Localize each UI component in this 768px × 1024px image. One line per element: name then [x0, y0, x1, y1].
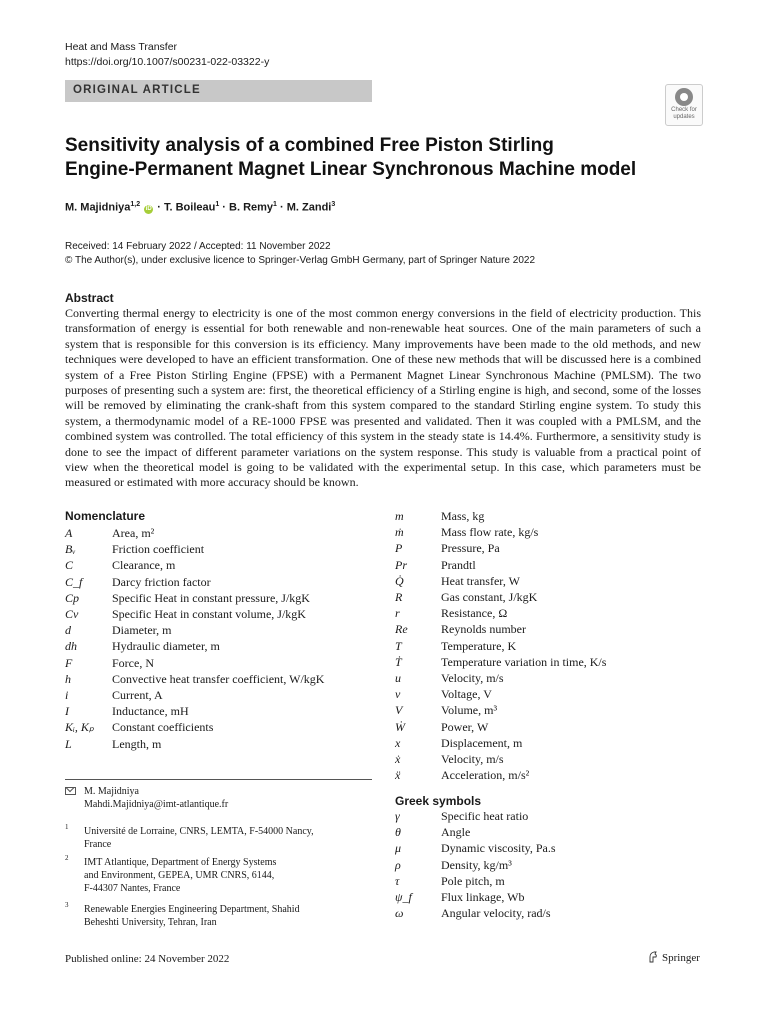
nomenclature-definition: Darcy friction factor — [112, 574, 211, 589]
nomenclature-definition: Volume, m³ — [441, 703, 498, 718]
nomenclature-definition: Angle — [441, 825, 471, 840]
nomenclature-symbol: R — [395, 590, 403, 604]
nomenclature-symbol: C — [65, 558, 74, 573]
nomenclature-symbol: Re — [395, 622, 408, 637]
author-name[interactable]: M. Majidniya — [65, 201, 131, 214]
nomenclature-definition: Convective heat transfer coefficient, W/kgK — [112, 671, 325, 686]
corresponding-author: M. Majidniya — [84, 786, 139, 797]
correspondence-block — [84, 785, 228, 811]
nomenclature-symbol: Kᵢ, Kₚ — [65, 720, 95, 735]
dates-block — [65, 240, 535, 268]
affiliation-number: 1 — [65, 823, 69, 831]
nomenclature-symbol: C_f — [65, 574, 83, 589]
nomenclature-symbol: x — [395, 735, 401, 750]
nomenclature-definition: Diameter, m — [112, 623, 172, 638]
nomenclature-symbol: P — [395, 541, 403, 556]
title-line-2: Engine-Permanent Magnet Linear Synchronous Machine model — [65, 159, 637, 180]
nomenclature-definition: Voltage, V — [441, 687, 492, 702]
nomenclature-symbol: i — [65, 688, 69, 702]
nomenclature-symbol: m — [395, 509, 404, 523]
nomenclature-definition: Mass, kg — [441, 509, 485, 523]
nomenclature-definition: Hydraulic diameter, m — [112, 639, 220, 654]
publisher-logo — [648, 951, 700, 964]
article-type-banner — [65, 80, 372, 102]
author-affil: 1 — [215, 201, 220, 208]
affiliation-number: 3 — [65, 901, 69, 909]
check-updates-icon — [675, 88, 693, 106]
envelope-icon — [65, 787, 76, 795]
nomenclature-definition: Specific heat ratio — [441, 809, 529, 823]
nomenclature-definition: Current, A — [112, 688, 163, 702]
nomenclature-symbol: τ — [395, 873, 400, 888]
paper-title — [65, 134, 685, 182]
affiliation-line: France — [84, 839, 112, 850]
nomenclature-definition: Velocity, m/s — [441, 752, 504, 766]
nomenclature-definition: Angular velocity, rad/s — [441, 906, 551, 921]
nomenclature-definition: Specific Heat in constant volume, J/kgK — [112, 607, 306, 621]
journal-name: Heat and Mass Transfer — [65, 41, 178, 53]
nomenclature-definition: Specific Heat in constant pressure, J/kgK — [112, 590, 310, 605]
affiliation-3 — [84, 903, 300, 929]
nomenclature-definition: Power, W — [441, 719, 489, 734]
nomenclature-symbol: I — [65, 704, 69, 719]
received-accepted: Received: 14 February 2022 / Accepted: 11 November 2022 — [65, 241, 331, 252]
nomenclature-symbol: Q̇ — [395, 573, 404, 588]
author-affil: 1 — [273, 201, 277, 208]
title-line-1: Sensitivity analysis of a combined Free Piston Stirling — [65, 135, 554, 156]
nomenclature-symbol: h — [65, 671, 71, 686]
nomenclature-symbol: Cv — [65, 607, 79, 621]
nomenclature-symbol: dh — [65, 639, 77, 654]
publisher-name: Springer — [662, 952, 700, 964]
published-date: Published online: 24 November 2022 — [65, 953, 230, 965]
nomenclature-definition: Force, N — [112, 655, 154, 670]
greek-symbols-heading: Greek symbols — [395, 794, 482, 808]
abstract-heading: Abstract — [65, 291, 114, 305]
nomenclature-definition: Prandtl — [441, 557, 476, 572]
nomenclature-heading: Nomenclature — [65, 509, 146, 523]
affiliation-1 — [84, 825, 314, 851]
nomenclature-symbol: ṁ — [395, 525, 404, 540]
nomenclature-symbol: L — [65, 736, 72, 751]
nomenclature-definition: Clearance, m — [112, 558, 176, 573]
springer-horse-icon — [648, 951, 658, 963]
nomenclature-symbol: A — [65, 526, 73, 540]
nomenclature-symbol: Ṫ — [395, 654, 402, 669]
nomenclature-definition: Dynamic viscosity, Pa.s — [441, 841, 556, 856]
nomenclature-symbol: ẋ — [395, 752, 401, 766]
author-name[interactable]: B. Remy — [229, 201, 274, 214]
doi-link[interactable]: https://doi.org/10.1007/s00231-022-03322-y — [65, 55, 270, 68]
affiliation-line: Beheshti University, Tehran, Iran — [84, 917, 217, 928]
nomenclature-symbol: ψ_f — [395, 890, 412, 904]
affiliation-line: F-44307 Nantes, France — [84, 883, 181, 894]
nomenclature-symbol: d — [65, 623, 71, 638]
nomenclature-definition: Pole pitch, m — [441, 873, 505, 888]
affiliation-line: Renewable Energies Engineering Department, Shahid — [84, 904, 300, 915]
abstract-text: Converting thermal energy to electricity is one of the most common energy conversions in the field of electricity production. This transformation of energy is essential for both renewable and non-renewable heat sources. One of the main parameters of such a system that is responsible for this conversion is its efficiency. Many improvements have been made to the old methods, and new techniques were developed to have an efficient transformation. One of these new methods that will be discussed here is a combined system of a Free Piston Stirling Engine (FPSE) with a Permanent Magnet Linear Synchronous Machine (PMLSM). The two purposes of presenting such a system are: first, the theoretical efficiency of a Stirling engine is high, and second, some of the losses will be removed by eliminating the crank-shaft from this system compared to the standard Stirling engine system. To study this system, a thermodynamic model of a RE-1000 FPSE was presented and validated. Then it was coupled with a PMLSM, and the combined system was controlled. The total efficiency of this system in the steady state is 14.4%. Furthermore, a sensitivity study is done to see the impact of different parameter variations on the system response. This study is valuable from a practical point of view when the theoretical model is going to be validated with the experimental setup. In this case, which parameters must be measured or estimated with more accuracy should be known. — [65, 306, 701, 490]
nomenclature-definition: Density, kg/m³ — [441, 857, 512, 872]
author-list: M. Majidniya$^{1,2}$ iD · T. Boileau$^1$ · B. Remy$^1$ · M. Zandi$^3$ — [65, 201, 336, 214]
nomenclature-symbol: Bᵥ — [65, 542, 76, 557]
nomenclature-symbol: ẍ — [395, 768, 401, 783]
nomenclature-symbol: ω — [395, 906, 404, 921]
nomenclature-symbol: T — [395, 638, 402, 653]
nomenclature-symbol: γ — [395, 809, 400, 823]
nomenclature-definition: Velocity, m/s — [441, 671, 504, 685]
footnote-divider — [65, 779, 372, 780]
orcid-icon[interactable]: iD — [145, 205, 152, 212]
nomenclature-symbol: Pr — [395, 557, 407, 572]
author-name[interactable]: M. Zandi — [286, 201, 332, 214]
affiliation-line: Université de Lorraine, CNRS, LEMTA, F-54000 Nancy, — [84, 826, 314, 837]
nomenclature-definition: Reynolds number — [441, 622, 526, 637]
article-type: ORIGINAL ARTICLE — [73, 84, 201, 96]
badge-line-2: updates — [673, 114, 695, 120]
nomenclature-definition: Length, m — [112, 736, 162, 751]
nomenclature-definition: Pressure, Pa — [441, 541, 500, 556]
nomenclature-symbol: ρ — [395, 857, 401, 872]
nomenclature-definition: Flux linkage, Wb — [441, 890, 525, 904]
nomenclature-symbol: u — [395, 671, 401, 685]
nomenclature-definition: Mass flow rate, kg/s — [441, 525, 539, 540]
nomenclature-symbol: Cp — [65, 590, 80, 605]
affiliation-line: IMT Atlantique, Department of Energy Systems — [84, 857, 277, 868]
nomenclature-definition: Inductance, mH — [112, 704, 189, 719]
nomenclature-definition: Displacement, m — [441, 735, 523, 750]
author-affil: 3 — [331, 201, 336, 208]
author-name[interactable]: T. Boileau — [163, 201, 216, 214]
nomenclature-definition: Friction coefficient — [112, 542, 205, 557]
author-affil: 1,2 — [130, 201, 141, 208]
badge-line-1: Check for — [671, 107, 697, 113]
nomenclature-symbol: v — [395, 687, 401, 702]
affiliation-number: 2 — [65, 854, 69, 862]
corresponding-email[interactable]: Mahdi.Majidniya@imt-atlantique.fr — [84, 799, 229, 810]
nomenclature-definition: Constant coefficients — [112, 720, 214, 735]
nomenclature-symbol: μ — [395, 841, 402, 856]
nomenclature-definition: Heat transfer, W — [441, 573, 520, 588]
nomenclature-definition: Area, m² — [112, 526, 155, 540]
nomenclature-symbol: F — [65, 655, 73, 670]
affiliation-line: and Environment, GEPEA, UMR CNRS, 6144, — [84, 870, 275, 881]
nomenclature-definition: Temperature variation in time, K/s — [441, 654, 607, 669]
affiliation-2 — [84, 856, 276, 895]
check-for-updates-badge[interactable] — [665, 84, 703, 126]
nomenclature-definition: Gas constant, J/kgK — [441, 590, 538, 604]
nomenclature-symbol: r — [395, 606, 400, 621]
nomenclature-definition: Acceleration, m/s² — [441, 768, 530, 783]
nomenclature-symbol: θ — [395, 825, 401, 840]
nomenclature-symbol: Ẇ — [395, 719, 405, 734]
copyright: © The Author(s), under exclusive licence to Springer-Verlag GmbH Germany, part of Springer Nature 2022 — [65, 255, 535, 266]
nomenclature-symbol: V — [395, 703, 403, 718]
journal-header — [65, 40, 269, 69]
nomenclature-definition: Temperature, K — [441, 638, 517, 653]
nomenclature-definition: Resistance, Ω — [441, 606, 508, 621]
